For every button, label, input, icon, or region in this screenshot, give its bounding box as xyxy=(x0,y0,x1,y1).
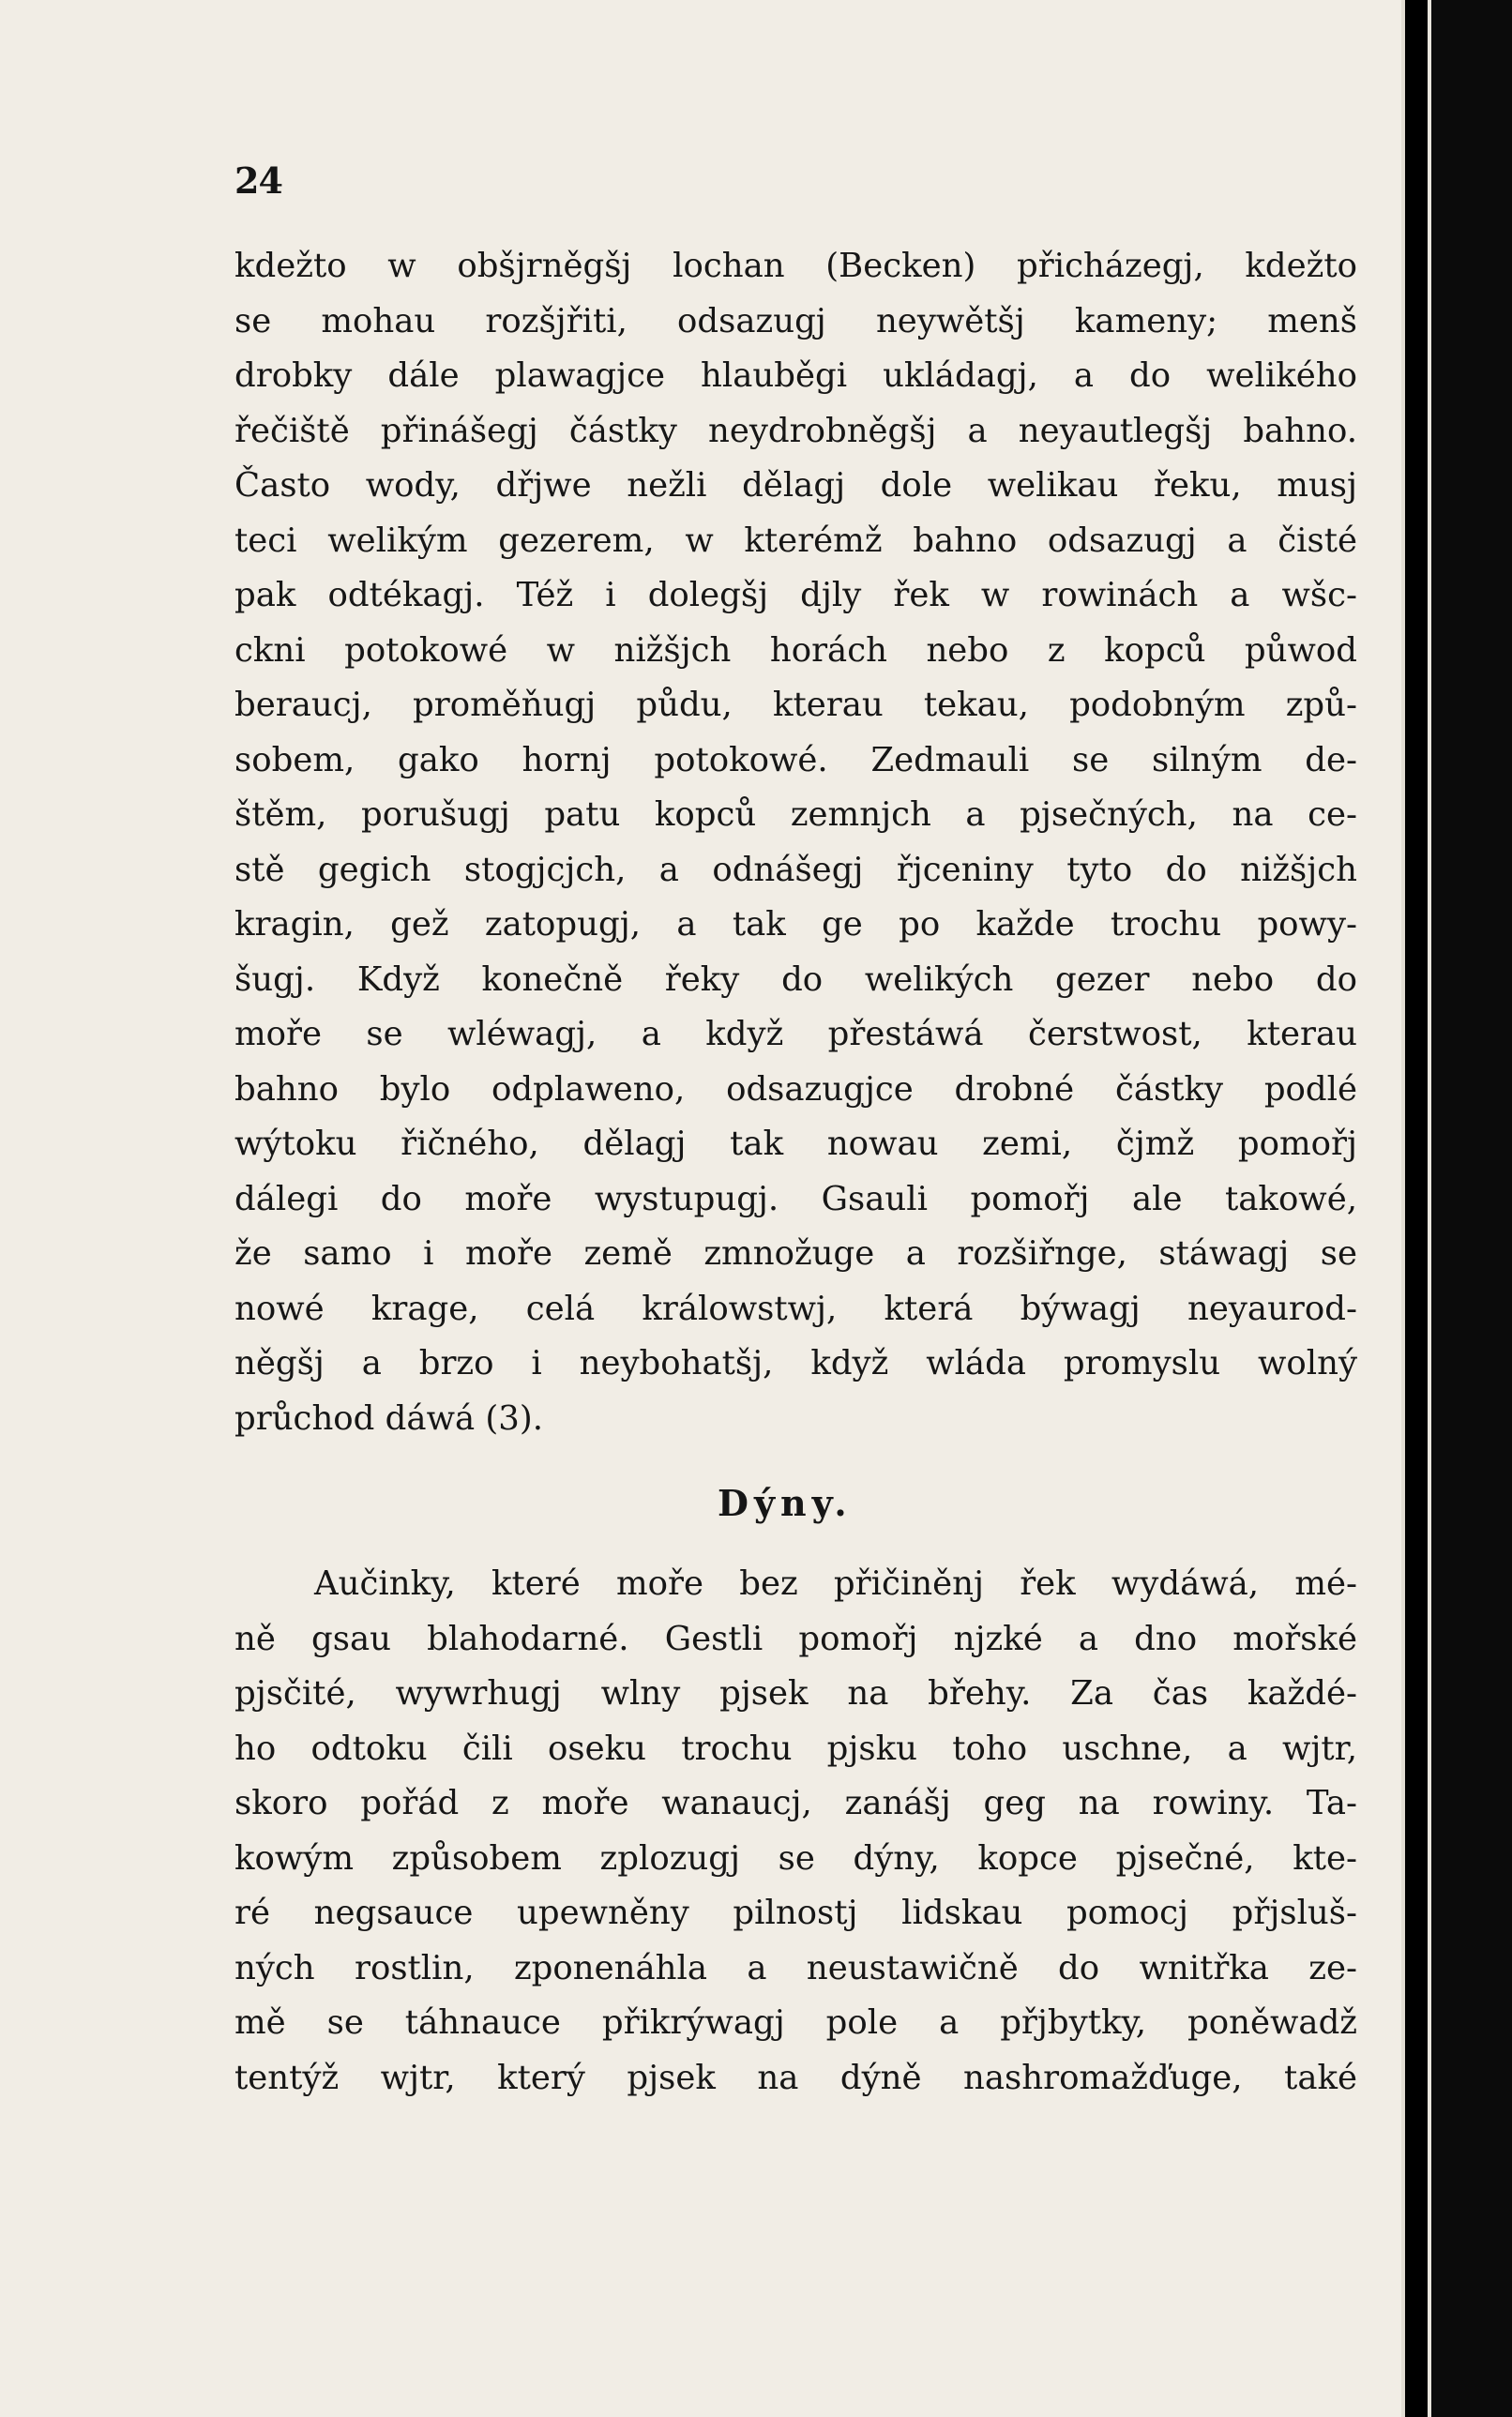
text-line: beraucj, proměňugj půdu, kterau tekau, podobným způ- xyxy=(234,686,1357,724)
text-line: ré negsauce upewněny pilnostj lidskau pomocj přjsluš- xyxy=(234,1894,1357,1932)
text-line: něgšj a brzo i neybohatšj, když wláda promyslu wolný xyxy=(234,1344,1357,1382)
text-line: šugj. Když konečně řeky do welikých gezer nebo do xyxy=(234,959,1357,999)
adjacent-page-edge xyxy=(1428,0,1512,2417)
text-line: kowým způsobem zplozugj se dýny, kopce pjsečné, kte- xyxy=(234,1838,1357,1878)
paragraph-2 xyxy=(234,1557,1357,2106)
text-line: se mohau rozšjřiti, odsazugj neywětšj kameny; menš xyxy=(234,301,1357,340)
text-line: pjsčité, wywrhugj wlny pjsek na břehy. Za čas každé- xyxy=(234,1674,1357,1713)
text-line: že samo i moře země zmnožuge a rozšiřnge, stáwagj se xyxy=(234,1234,1357,1273)
text-line: sobem, gako hornj potokowé. Zedmauli se silným de- xyxy=(234,740,1357,779)
text-line: nowé krage, celá králowstwj, která býwagj neyaurod- xyxy=(234,1289,1357,1328)
text-line: dálegi do moře wystupugj. Gsauli pomořj ale takowé, xyxy=(234,1179,1357,1218)
paragraph-1 xyxy=(234,239,1357,1446)
text-line: řečiště přinášegj částky neydrobněgšj a neyautlegšj bahno. xyxy=(234,411,1357,450)
text-line: ných rostlin, zponenáhla a neustawičně do wnitřka ze- xyxy=(234,1948,1357,1987)
text-line: ckni potokowé w nižšjch horách nebo z kopců půwod xyxy=(234,630,1357,670)
section-heading: Dýny. xyxy=(718,1482,853,1524)
text-line: wýtoku řičného, dělagj tak nowau zemi, čjmž pomořj xyxy=(234,1125,1357,1163)
text-line: Často wody, dřjwe nežli dělagj dole welikau řeku, musj xyxy=(234,466,1357,505)
text-line: drobky dále plawagjce hlauběgi ukládagj, a do welikého xyxy=(234,356,1357,395)
text-line: skoro pořád z moře wanaucj, zanášj geg na rowiny. Ta- xyxy=(234,1784,1357,1822)
text-line: stě gegich stogjcjch, a odnášegj řjceniny tyto do nižšjch xyxy=(234,850,1357,889)
page-number: 24 xyxy=(234,159,282,202)
text-line: ho odtoku čili oseku trochu pjsku toho uschne, a wjtr, xyxy=(234,1729,1357,1768)
text-line: moře se wléwagj, a když přestáwá čerstwost, kterau xyxy=(234,1015,1357,1053)
text-line: kdežto w obšjrněgšj lochan (Becken) přicházegj, kdežto xyxy=(234,247,1357,285)
text-line: ně gsau blahodarné. Gestli pomořj njzké a dno mořské xyxy=(234,1619,1357,1658)
text-line: tentýž wjtr, který pjsek na dýně nashromažďuge, také xyxy=(234,2058,1357,2097)
text-line: mě se táhnauce přikrýwagj pole a přjbytky, poněwadž xyxy=(234,2003,1357,2042)
text-line: pak odtékagj. Též i dolegšj djly řek w rowinách a wšc- xyxy=(234,576,1357,614)
text-line: teci welikým gezerem, w kterémž bahno odsazugj a čisté xyxy=(234,521,1357,560)
text-line: kragin, gež zatopugj, a tak ge po každe trochu powy- xyxy=(234,905,1357,944)
text-line-last: průchod dáwá (3). xyxy=(234,1398,543,1438)
text-line-indented: Aučinky, které moře bez přičiněnj řek wydáwá, mé- xyxy=(314,1564,1357,1603)
text-line: bahno bylo odplaweno, odsazugjce drobné částky podlé xyxy=(234,1069,1357,1109)
text-line: štěm, porušugj patu kopců zemnjch a pjsečných, na ce- xyxy=(234,795,1357,834)
